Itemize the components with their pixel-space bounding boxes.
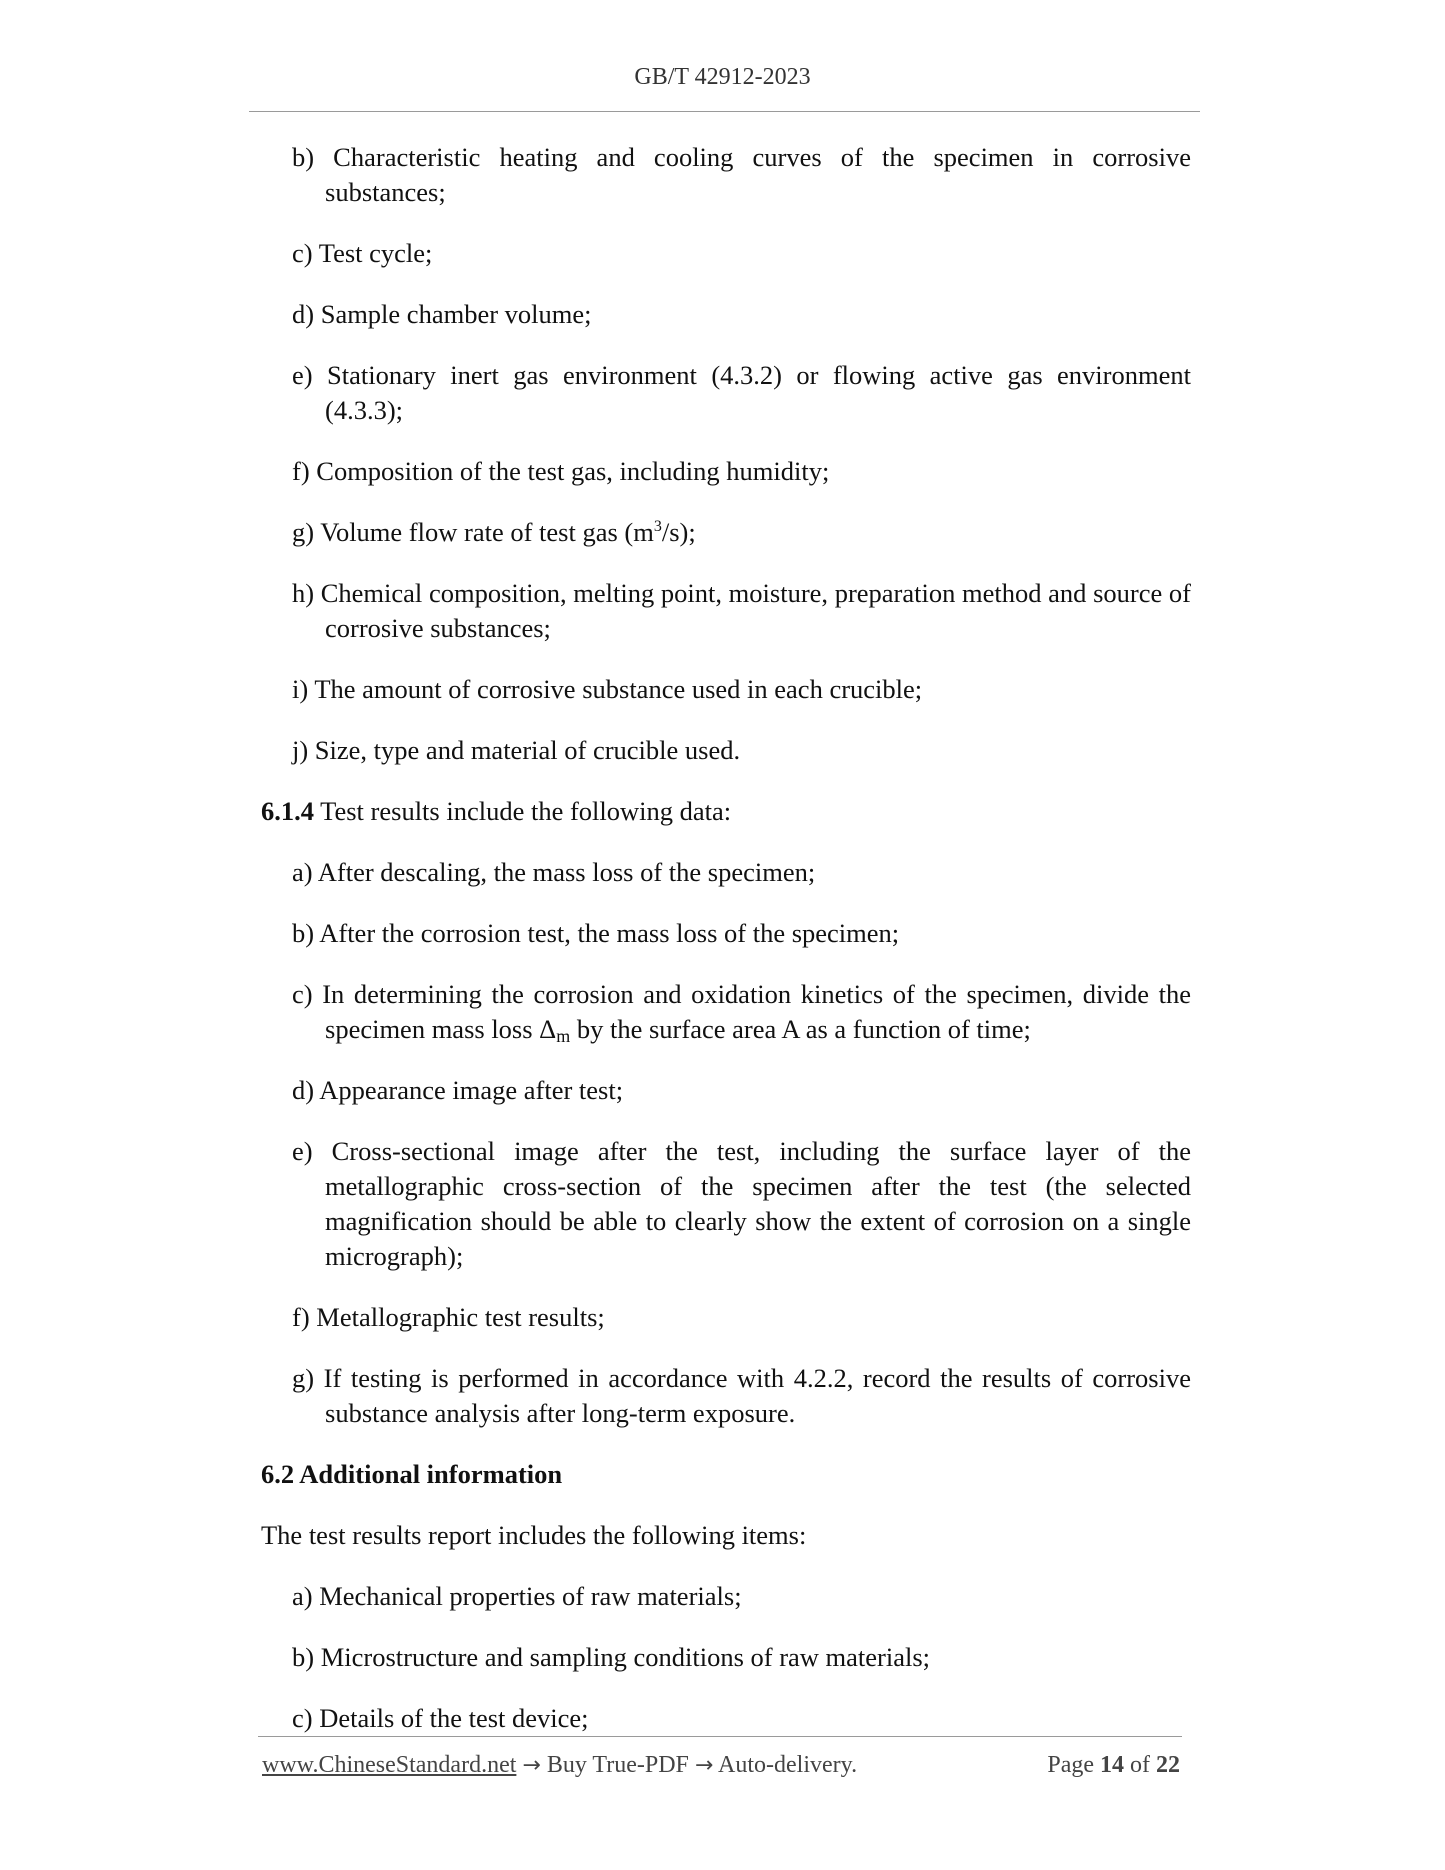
arrow-right-icon: → [694, 1753, 714, 1778]
page-body [261, 140, 1191, 1762]
list-item-c: c) Test cycle; [292, 238, 433, 268]
info-item-a: a) Mechanical properties of raw materials; [292, 1581, 742, 1611]
list-item-h: h) Chemical composition, melting point, moisture, preparation method and source of corrosive substances; [292, 578, 1191, 643]
clause-6-1-4: 6.1.4 Test results include the following data: [261, 796, 732, 826]
result-item-e: e) Cross-sectional image after the test, including the surface layer of the metallographic cross-section of the specimen after the test (the selected magnification should be able to clearly show the extent of corrosion on a single micrograph); [292, 1136, 1191, 1271]
page-number: Page 14 of 22 [1047, 1752, 1180, 1778]
document-id: GB/T 42912-2023 [634, 64, 811, 90]
result-item-a: a) After descaling, the mass loss of the specimen; [292, 857, 816, 887]
result-item-g: g) If testing is performed in accordance with 4.2.2, record the results of corrosive substance analysis after long-term exposure. [292, 1363, 1191, 1428]
list-item-d: d) Sample chamber volume; [292, 299, 592, 329]
current-page: 14 [1100, 1752, 1124, 1778]
clause-number: 6.1.4 [261, 796, 314, 826]
list-item-j: j) Size, type and material of crucible used. [292, 735, 741, 765]
document-header [0, 64, 1445, 91]
list-item-b: b) Characteristic heating and cooling curves of the specimen in corrosive substances; [292, 142, 1191, 207]
footer-promo [262, 1752, 857, 1779]
list-item-g: g) Volume flow rate of test gas $(m^3/s)$; [292, 517, 696, 547]
info-item-b: b) Microstructure and sampling conditions of raw materials; [292, 1642, 931, 1672]
footer-divider [258, 1736, 1182, 1737]
result-item-d: d) Appearance image after test; [292, 1075, 624, 1105]
list-item-f: f) Composition of the test gas, including humidity; [292, 456, 830, 486]
info-item-c: c) Details of the test device; [292, 1703, 589, 1733]
delivery-text: Auto-delivery. [713, 1752, 858, 1778]
buy-text: Buy True-PDF [540, 1752, 695, 1778]
result-item-f: f) Metallographic test results; [292, 1302, 605, 1332]
total-pages: 22 [1156, 1752, 1180, 1778]
list-item-e: e) Stationary inert gas environment (4.3.2) or flowing active gas environment (4.3.3); [292, 360, 1191, 425]
result-item-c: c) In determining the corrosion and oxidation kinetics of the specimen, divide the specimen mass loss $\Delta_m$ by the surface area A as a function of time; [292, 979, 1191, 1046]
website-link[interactable]: www.ChineseStandard.net [262, 1752, 517, 1778]
section-heading-6-2: 6.2 Additional information [261, 1459, 563, 1489]
list-item-i: i) The amount of corrosive substance used in each crucible; [292, 674, 923, 704]
arrow-right-icon: → [522, 1753, 541, 1778]
header-divider [249, 111, 1200, 112]
section-intro: The test results report includes the following items: [261, 1520, 807, 1550]
result-item-b: b) After the corrosion test, the mass loss of the specimen; [292, 918, 900, 948]
